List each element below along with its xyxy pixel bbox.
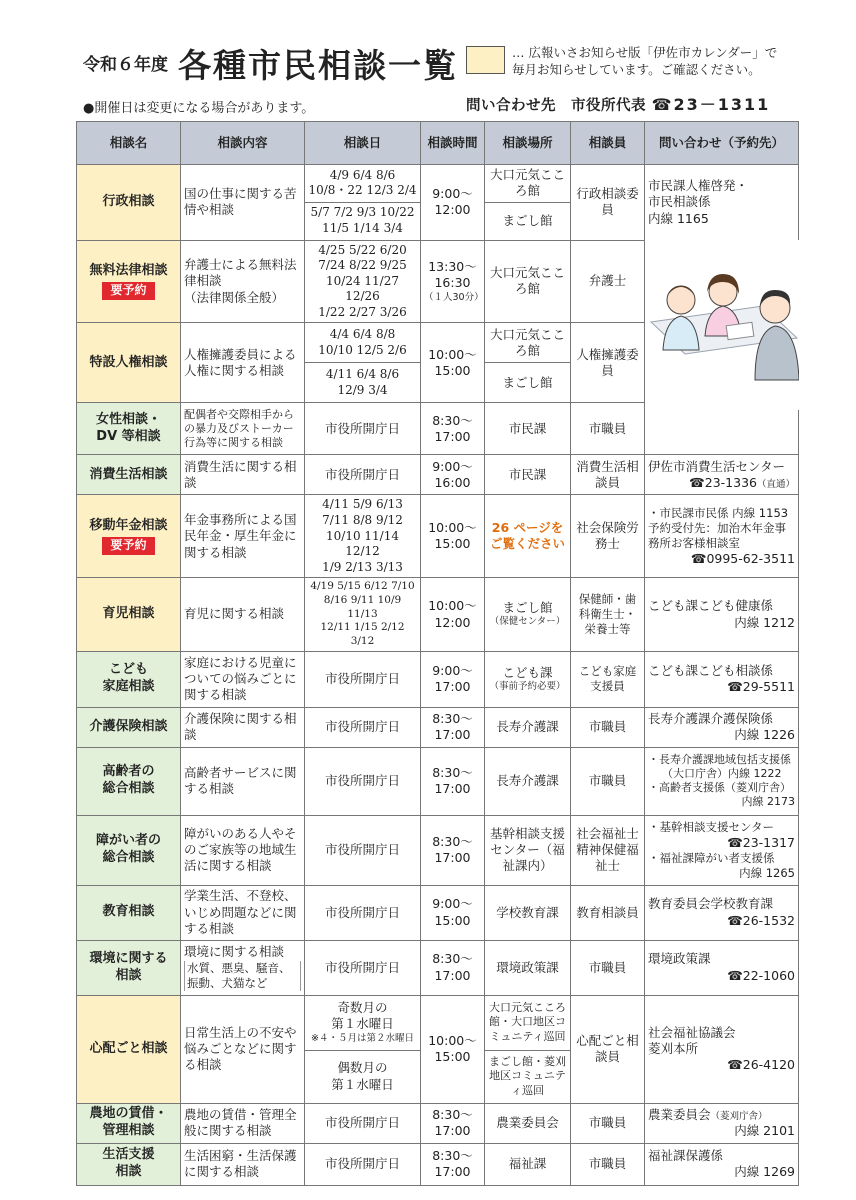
col-header-staff: 相談員	[571, 122, 645, 165]
consult-content: 国の仕事に関する苦情や相談	[181, 165, 305, 241]
main-contact-number: ☎23－1311	[651, 95, 771, 114]
table-row	[77, 1103, 799, 1143]
consult-date: 4/11 5/9 6/13 7/11 8/8 9/12 10/10 11/14 12/12 1/9 2/13 3/13	[305, 495, 421, 578]
consult-date: 5/7 7/2 9/3 10/22 11/5 1/14 3/4	[305, 202, 421, 240]
consult-inquiry: 社会福祉協議会 菱刈本所 ☎26-4120	[645, 995, 799, 1103]
consult-name: 女性相談・ DV 等相談	[77, 403, 181, 455]
legend-line-2: 毎月お知らせしています。ご確認ください。	[512, 62, 761, 77]
consult-date: 市役所開庁日	[305, 707, 421, 747]
consult-content: 農地の賃借・管理全般に関する相談	[181, 1103, 305, 1143]
consult-place: 環境政策課	[485, 940, 571, 995]
consult-place: まごし館	[485, 202, 571, 240]
consult-date: 4/25 5/22 6/20 7/24 8/22 9/25 10/24 11/27 12/26 1/22 2/27 3/26	[305, 240, 421, 323]
col-header-name: 相談名	[77, 122, 181, 165]
consult-place: 大口元気こころ館	[485, 240, 571, 323]
consult-date: 市役所開庁日	[305, 940, 421, 995]
consult-content: 配偶者や交際相手からの暴力及びストーカー行為等に関する相談	[181, 403, 305, 455]
consult-content: 生活困窮・生活保護に関する相談	[181, 1143, 305, 1185]
consult-staff: 市職員	[571, 747, 645, 815]
consult-content: 学業生活、不登校、いじめ問題などに関する相談	[181, 885, 305, 940]
consult-staff: こども家庭支援員	[571, 651, 645, 707]
consult-content: 家庭における児童についての悩みごとに関する相談	[181, 651, 305, 707]
consult-date: 偶数月の 第１水曜日	[305, 1050, 421, 1103]
table-row	[77, 495, 799, 578]
consult-content: 障がいのある人やそのご家族等の地域生活に関する相談	[181, 815, 305, 885]
consult-time: 9:00～17:00	[421, 651, 485, 707]
reservation-badge: 要予約	[102, 537, 154, 555]
consult-inquiry: こども課こども相談係 ☎29-5511	[645, 651, 799, 707]
table-row	[77, 940, 799, 995]
consult-inquiry: 環境政策課 ☎22-1060	[645, 940, 799, 995]
consult-date: 市役所開庁日	[305, 455, 421, 495]
consult-staff: 社会福祉士精神保健福祉士	[571, 815, 645, 885]
consult-name: 行政相談	[77, 165, 181, 241]
consult-name: 移動年金相談 要予約	[77, 495, 181, 578]
consult-inquiry: ・基幹相談支援センター ☎23-1317 ・福祉課障がい者支援係 内線 1265	[645, 815, 799, 885]
consult-place: 福祉課	[485, 1143, 571, 1185]
consult-time: 8:30～17:00	[421, 1103, 485, 1143]
col-header-inquiry: 問い合わせ（予約先）	[645, 122, 799, 165]
table-row	[77, 651, 799, 707]
table-row	[77, 455, 799, 495]
table-row	[77, 885, 799, 940]
schedule-note: ●開催日は変更になる場合があります。	[83, 101, 315, 116]
consult-staff: 行政相談委員	[571, 165, 645, 241]
consult-inquiry: 市民課人権啓発・ 市民相談係 内線 1165	[645, 165, 799, 241]
table-row	[77, 1143, 799, 1185]
legend-text	[512, 44, 777, 78]
table-row	[77, 995, 799, 1050]
consult-staff: 市職員	[571, 707, 645, 747]
consult-staff: 市職員	[571, 403, 645, 455]
consult-inquiry: 伊佐市消費生活センター ☎23-1336（直通）	[645, 455, 799, 495]
consult-name: 農地の賃借・ 管理相談	[77, 1103, 181, 1143]
consult-place: 長寿介護課	[485, 707, 571, 747]
consult-staff: 保健師・歯科衛生士・栄養士等	[571, 578, 645, 651]
consult-staff: 市職員	[571, 1103, 645, 1143]
consult-name: こども 家庭相談	[77, 651, 181, 707]
consult-name: 教育相談	[77, 885, 181, 940]
reservation-badge: 要予約	[102, 282, 154, 300]
consult-time: 10:00～15:00	[421, 495, 485, 578]
legend-swatch	[466, 46, 505, 74]
consult-date: 4/19 5/15 6/12 7/10 8/16 9/11 10/9 11/13 12/11 1/15 2/12 3/12	[305, 578, 421, 651]
consult-inquiry: ・長寿介護課地域包括支援係 （大口庁舎）内線 1222 ・高齢者支援係（菱刈庁舎） 内線 2173	[645, 747, 799, 815]
consult-staff: 市職員	[571, 1143, 645, 1185]
consult-content: 環境に関する相談 水質、悪臭、騒音、振動、犬猫など	[181, 940, 305, 995]
col-header-date: 相談日	[305, 122, 421, 165]
consult-date: 4/11 6/4 8/6 12/9 3/4	[305, 363, 421, 403]
consult-content: 介護保険に関する相談	[181, 707, 305, 747]
consult-time: 9:00～12:00	[421, 165, 485, 241]
consult-content: 高齢者サービスに関する相談	[181, 747, 305, 815]
consult-date: 奇数月の 第１水曜日 ※４・５月は第２水曜日	[305, 995, 421, 1050]
consult-date: 市役所開庁日	[305, 403, 421, 455]
consult-name: 介護保険相談	[77, 707, 181, 747]
table-header-row	[77, 122, 799, 165]
consult-place: まごし館 （保健センター）	[485, 578, 571, 651]
consult-place: 長寿介護課	[485, 747, 571, 815]
col-header-content: 相談内容	[181, 122, 305, 165]
consult-staff: 社会保険労務士	[571, 495, 645, 578]
consultation-illustration	[645, 240, 799, 455]
consult-date: 市役所開庁日	[305, 747, 421, 815]
consult-name: 障がい者の 総合相談	[77, 815, 181, 885]
consult-date: 市役所開庁日	[305, 1143, 421, 1185]
consult-content: 年金事務所による国民年金・厚生年金に関する相談	[181, 495, 305, 578]
consult-date: 市役所開庁日	[305, 1103, 421, 1143]
main-contact-label: 問い合わせ先 市役所代表	[466, 98, 646, 114]
legend-line-1: … 広報いさお知らせ版「伊佐市カレンダー」で	[512, 45, 778, 60]
consult-name: 高齢者の 総合相談	[77, 747, 181, 815]
consult-inquiry: 長寿介護課介護保険係 内線 1226	[645, 707, 799, 747]
consult-inquiry: こども課こども健康係 内線 1212	[645, 578, 799, 651]
table-row	[77, 707, 799, 747]
consult-inquiry: 教育委員会学校教育課 ☎26-1532	[645, 885, 799, 940]
consult-time: 9:00～16:00	[421, 455, 485, 495]
consult-content: 消費生活に関する相談	[181, 455, 305, 495]
table-row	[77, 165, 799, 203]
main-contact	[466, 92, 770, 115]
table-row	[77, 747, 799, 815]
consult-place: 市民課	[485, 455, 571, 495]
consult-name: 消費生活相談	[77, 455, 181, 495]
consult-place: まごし館	[485, 363, 571, 403]
consult-place: 大口元気こころ館	[485, 323, 571, 363]
consult-name: 環境に関する 相談	[77, 940, 181, 995]
consult-staff: 心配ごと相談員	[571, 995, 645, 1103]
consult-name: 特設人権相談	[77, 323, 181, 403]
consult-staff: 弁護士	[571, 240, 645, 323]
consult-content: 人権擁護委員による人権に関する相談	[181, 323, 305, 403]
consult-date: 市役所開庁日	[305, 885, 421, 940]
consult-place: 基幹相談支援センター（福祉課内）	[485, 815, 571, 885]
people-talking-icon	[645, 240, 799, 410]
consult-content: 日常生活上の不安や悩みごとなどに関する相談	[181, 995, 305, 1103]
consult-time: 13:30～16:30 （１人30分）	[421, 240, 485, 323]
consult-place: 農業委員会	[485, 1103, 571, 1143]
consult-place: まごし館・菱刈地区コミュニティ巡回	[485, 1050, 571, 1103]
col-header-place: 相談場所	[485, 122, 571, 165]
consult-place: こども課 （事前予約必要）	[485, 651, 571, 707]
consult-place: 大口元気こころ館	[485, 165, 571, 203]
consult-staff: 市職員	[571, 940, 645, 995]
consult-name: 無料法律相談 要予約	[77, 240, 181, 323]
page-title: 各種市民相談一覧	[178, 46, 458, 85]
table-row	[77, 815, 799, 885]
consult-staff: 消費生活相談員	[571, 455, 645, 495]
consult-inquiry: ・市民課市民係 内線 1153 予約受付先：加治木年金事務所お客様相談室 ☎0995-62-3511	[645, 495, 799, 578]
consultation-table	[76, 121, 799, 1186]
consult-date: 4/4 6/4 8/8 10/10 12/5 2/6	[305, 323, 421, 363]
consult-date: 市役所開庁日	[305, 815, 421, 885]
consult-name: 生活支援 相談	[77, 1143, 181, 1185]
consult-time: 8:30～17:00	[421, 940, 485, 995]
consult-time: 8:30～17:00	[421, 1143, 485, 1185]
consult-staff: 人権擁護委員	[571, 323, 645, 403]
consult-time: 8:30～17:00	[421, 815, 485, 885]
consult-time: 8:30～17:00	[421, 747, 485, 815]
consult-date: 4/9 6/4 8/6 10/8・22 12/3 2/4	[305, 165, 421, 203]
consult-name: 心配ごと相談	[77, 995, 181, 1103]
consult-content: 育児に関する相談	[181, 578, 305, 651]
consult-content: 弁護士による無料法律相談 （法律関係全般）	[181, 240, 305, 323]
consult-inquiry: 農業委員会（菱刈庁舎） 内線 2101	[645, 1103, 799, 1143]
consult-time: 8:30～17:00	[421, 403, 485, 455]
consult-place: 26 ページを ご覧ください	[485, 495, 571, 578]
col-header-time: 相談時間	[421, 122, 485, 165]
consult-time: 9:00～15:00	[421, 885, 485, 940]
consult-staff: 教育相談員	[571, 885, 645, 940]
consult-time: 10:00～12:00	[421, 578, 485, 651]
table-row	[77, 240, 799, 323]
consult-inquiry: 福祉課保護係 内線 1269	[645, 1143, 799, 1185]
consult-place: 学校教育課	[485, 885, 571, 940]
fiscal-year-label: 令和６年度	[83, 55, 168, 75]
consult-place: 市民課	[485, 403, 571, 455]
consult-time: 10:00～15:00	[421, 995, 485, 1103]
consult-time: 10:00～15:00	[421, 323, 485, 403]
consult-time: 8:30～17:00	[421, 707, 485, 747]
consult-date: 市役所開庁日	[305, 651, 421, 707]
consult-name: 育児相談	[77, 578, 181, 651]
table-row	[77, 578, 799, 651]
consult-place: 大口元気こころ館・大口地区コミュニティ巡回	[485, 995, 571, 1050]
